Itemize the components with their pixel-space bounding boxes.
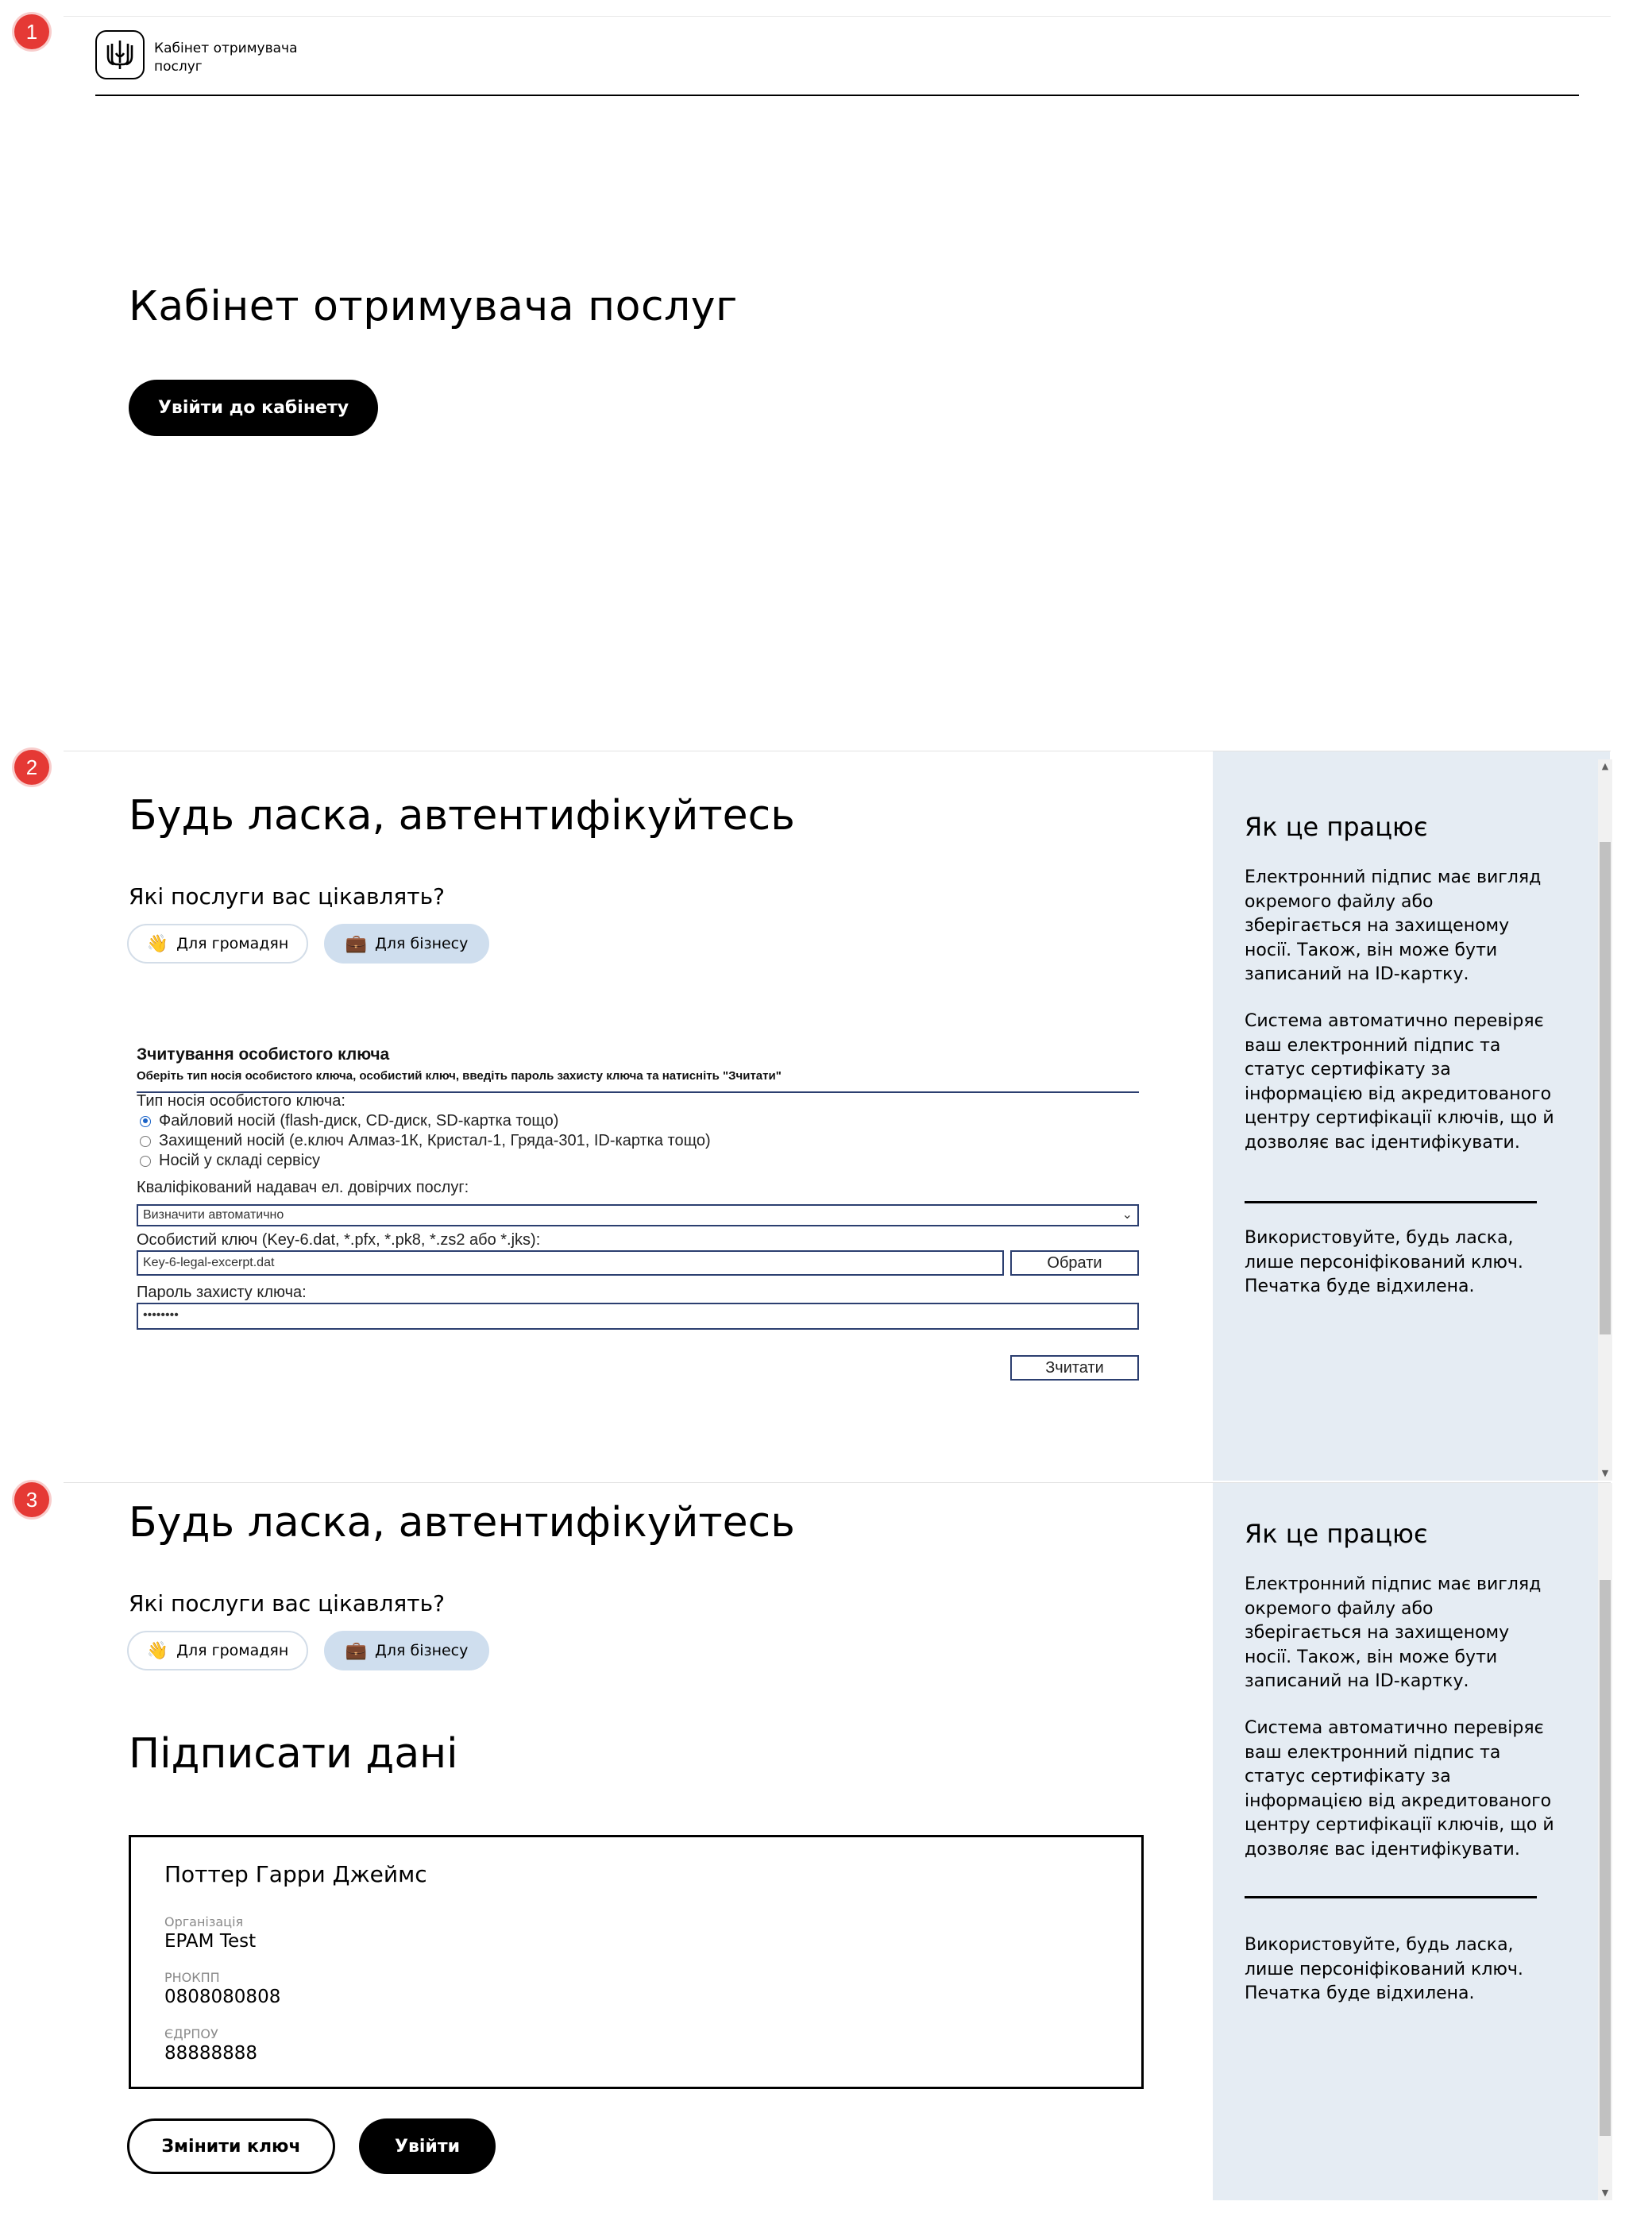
chip-citizens-label: Для громадян [176, 935, 289, 952]
chip-business[interactable] [324, 924, 489, 964]
chip-citizens[interactable] [127, 1631, 308, 1670]
media-option-file[interactable] [140, 1112, 558, 1130]
media-option-service[interactable] [140, 1152, 320, 1170]
header-top-divider [64, 16, 1611, 17]
chip-business[interactable] [324, 1631, 489, 1670]
how-it-works-panel [1213, 1483, 1610, 2200]
waving-hand-icon: 👋 [146, 933, 169, 954]
header-title[interactable]: Кабінет отримувача послуг [154, 41, 298, 75]
scrollbar[interactable] [1598, 1483, 1612, 2200]
radio-protected-media[interactable] [140, 1136, 151, 1147]
page-title: Кабінет отримувача послуг [129, 283, 738, 330]
trident-logo[interactable] [95, 30, 145, 79]
change-key-button[interactable]: Змінити ключ [127, 2118, 335, 2174]
step-marker-2: 2 [14, 750, 49, 785]
auth-title: Будь ласка, автентифікуйтесь [129, 792, 795, 840]
chip-citizens-label: Для громадян [176, 1642, 289, 1659]
scroll-down-icon[interactable]: ▼ [1601, 2188, 1609, 2198]
login-button[interactable]: Увійти [359, 2118, 496, 2174]
how-it-works-text-2: Система автоматично перевіряє ваш електронний підпис та статус сертифікату за інформацією від акредитованого центру сертифікації ключів, що й дозволяє вас ідентифікувати. [1245, 1011, 1554, 1153]
chip-business-label: Для бізнесу [375, 935, 469, 952]
owner-name: Поттер Гарри Джеймс [164, 1861, 427, 1887]
media-type-label: Тип носія особистого ключа: [137, 1092, 345, 1110]
how-it-works-text-1: Електронний підпис має вигляд окремого файлу або зберігається на захищеному носії. Також, він може бути записаний на ID-картку. [1245, 1574, 1542, 1691]
key-widget-instructions: Оберіть тип носія особистого ключа, особистий ключ, введіть пароль захисту ключа та натисніть "Зчитати" [137, 1069, 782, 1083]
scrollbar-thumb[interactable] [1600, 1580, 1611, 2136]
how-it-works-title: Як це працює [1245, 1519, 1428, 1549]
sign-data-title: Підписати дані [129, 1730, 458, 1778]
services-question: Які послуги вас цікавлять? [129, 883, 445, 910]
how-it-works-text-3: Використовуйте, будь ласка, лише персоніфікований ключ. Печатка буде відхилена. [1245, 1935, 1523, 2003]
choose-key-button[interactable]: Обрати [1010, 1250, 1139, 1276]
read-key-button[interactable]: Зчитати [1010, 1355, 1139, 1381]
how-it-works-panel [1213, 751, 1610, 1481]
rnokpp-value: 0808080808 [164, 1987, 281, 2007]
services-question: Які послуги вас цікавлять? [129, 1590, 445, 1616]
organization-label: Організація [164, 1914, 244, 1929]
provider-label: Кваліфікований надавач ел. довірчих послуг: [137, 1179, 469, 1196]
scrollbar[interactable] [1598, 759, 1612, 1481]
briefcase-icon: 💼 [345, 1640, 368, 1661]
radio-file-media[interactable] [140, 1116, 151, 1127]
provider-select-value: Визначити автоматично [143, 1208, 284, 1222]
organization-value: EPAM Test [164, 1931, 257, 1952]
edrpou-label: ЄДРПОУ [164, 2026, 218, 2041]
step-marker-3: 3 [14, 1482, 49, 1517]
radio-service-media[interactable] [140, 1156, 151, 1167]
key-file-label: Особистий ключ (Key-6.dat, *.pfx, *.pk8, *.zs2 або *.jks): [137, 1231, 541, 1249]
chip-citizens[interactable] [127, 924, 308, 964]
password-input[interactable]: •••••••• [137, 1303, 1139, 1330]
header-divider [95, 95, 1579, 96]
how-it-works-title: Як це працює [1245, 812, 1428, 842]
scroll-down-icon[interactable]: ▼ [1601, 1468, 1609, 1478]
step-marker-1: 1 [14, 14, 49, 49]
key-file-input[interactable]: Key-6-legal-excerpt.dat [137, 1250, 1004, 1276]
scrollbar-thumb[interactable] [1600, 842, 1611, 1334]
media-option-file-label: Файловий носій (flash-диск, CD-диск, SD-картка тощо) [159, 1112, 559, 1130]
chevron-down-icon: ⌄ [1121, 1208, 1133, 1222]
trident-icon [106, 39, 134, 71]
how-it-works-divider [1245, 1201, 1537, 1203]
chip-business-label: Для бізнесу [375, 1642, 469, 1659]
scroll-up-icon[interactable]: ▲ [1601, 761, 1609, 771]
media-option-protected-label: Захищений носій (е.ключ Алмаз-1К, Кристал-1, Гряда-301, ID-картка тощо) [159, 1132, 711, 1149]
auth-title: Будь ласка, автентифікуйтесь [129, 1499, 795, 1547]
key-widget-title: Зчитування особистого ключа [137, 1045, 390, 1064]
password-label: Пароль захисту ключа: [137, 1284, 307, 1301]
how-it-works-divider [1245, 1896, 1537, 1898]
waving-hand-icon: 👋 [146, 1640, 169, 1661]
key-owner-card [129, 1835, 1144, 2089]
login-cabinet-button[interactable]: Увійти до кабінету [129, 380, 378, 436]
rnokpp-label: РНОКПП [164, 1970, 220, 1985]
how-it-works-text-1: Електронний підпис має вигляд окремого файлу або зберігається на захищеному носії. Також, він може бути записаний на ID-картку. [1245, 867, 1542, 984]
briefcase-icon: 💼 [345, 933, 368, 954]
media-option-service-label: Носій у складі сервісу [159, 1152, 321, 1169]
edrpou-value: 88888888 [164, 2043, 258, 2064]
media-option-protected[interactable] [140, 1132, 711, 1150]
how-it-works-text-3: Використовуйте, будь ласка, лише персоніфікований ключ. Печатка буде відхилена. [1245, 1228, 1523, 1296]
how-it-works-text-2: Система автоматично перевіряє ваш електронний підпис та статус сертифікату за інформацією від акредитованого центру сертифікації ключів, що й дозволяє вас ідентифікувати. [1245, 1718, 1554, 1860]
provider-select[interactable] [137, 1204, 1139, 1226]
